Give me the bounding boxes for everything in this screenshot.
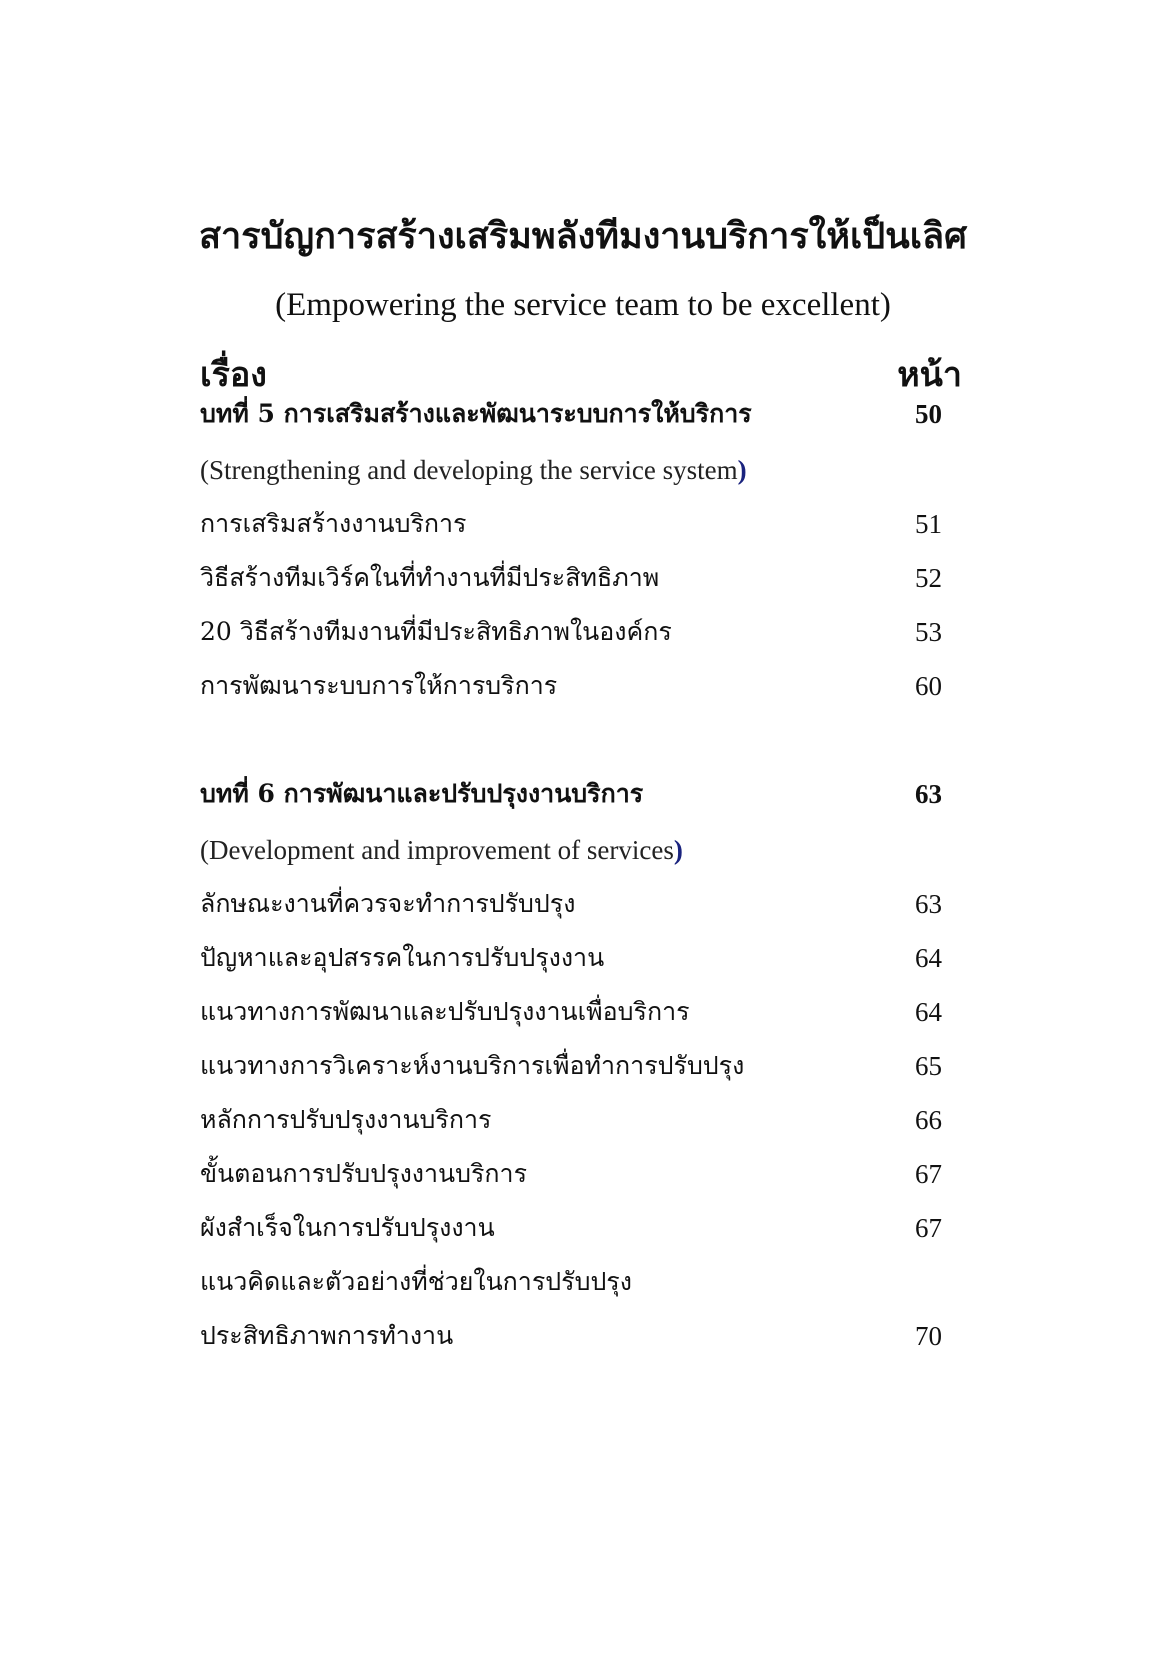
chapter-english-title: (Strengthening and developing the service system — [200, 455, 738, 485]
toc-item-label: การพัฒนาระบบการให้การบริการ — [200, 671, 558, 700]
toc-item — [200, 664, 942, 708]
chapter-page-number: 50 — [915, 399, 942, 429]
toc-chapter-5 — [200, 392, 942, 436]
page-subtitle: (Empowering the service team to be excellent) — [275, 287, 891, 323]
toc-item-page: 53 — [915, 617, 942, 647]
toc-item-label: ขั้นตอนการปรับปรุงงานบริการ — [200, 1159, 528, 1188]
toc-item — [200, 610, 942, 654]
toc-item-label: 20 วิธีสร้างทีมงานที่มีประสิทธิภาพในองค์กร — [200, 617, 672, 646]
toc-item-page: 70 — [915, 1321, 942, 1351]
chapter-heading: บทที่ 5 การเสริมสร้างและพัฒนาระบบการให้บริการ — [200, 399, 752, 428]
toc-item-label: ประสิทธิภาพการทำงาน — [200, 1321, 454, 1350]
chapter-english-title: (Development and improvement of services — [200, 835, 674, 865]
toc-item-label: การเสริมสร้างงานบริการ — [200, 509, 467, 538]
toc-item-label: วิธีสร้างทีมเวิร์คในที่ทำงานที่มีประสิทธิภาพ — [200, 563, 660, 592]
toc-item-page: 60 — [915, 671, 942, 701]
toc-item — [200, 882, 942, 926]
toc-chapter-5-english — [200, 448, 942, 492]
toc-item — [200, 502, 942, 546]
toc-item-page: 67 — [915, 1159, 942, 1189]
toc-item-label: หลักการปรับปรุงงานบริการ — [200, 1105, 492, 1134]
toc-item-label: ลักษณะงานที่ควรจะทำการปรับปรุง — [200, 889, 576, 918]
toc-item — [200, 1314, 942, 1358]
toc-item — [200, 1206, 942, 1250]
toc-item — [200, 936, 942, 980]
toc-item — [200, 1260, 942, 1304]
toc-item-label: ผังสำเร็จในการปรับปรุงงาน — [200, 1213, 495, 1242]
toc-item-page: 65 — [915, 1051, 942, 1081]
toc-chapter-6 — [200, 772, 942, 816]
toc-chapter-6-english — [200, 828, 942, 872]
toc-item-label: แนวคิดและตัวอย่างที่ช่วยในการปรับปรุง — [200, 1267, 632, 1296]
toc-header-page: หน้า — [897, 355, 962, 395]
toc-item-page: 52 — [915, 563, 942, 593]
toc-item-label: แนวทางการวิเคราะห์งานบริการเพื่อทำการปรับปรุง — [200, 1051, 745, 1080]
toc-item-label: แนวทางการพัฒนาและปรับปรุงงานเพื่อบริการ — [200, 997, 690, 1026]
chapter-heading: บทที่ 6 การพัฒนาและปรับปรุงงานบริการ — [200, 779, 644, 808]
toc-item-page: 64 — [915, 943, 942, 973]
closing-paren: ) — [673, 835, 683, 865]
toc-header-topic: เรื่อง — [200, 355, 267, 395]
closing-paren: ) — [737, 455, 747, 485]
chapter-page-number: 63 — [915, 779, 942, 809]
toc-item-page: 64 — [915, 997, 942, 1027]
toc-item — [200, 1098, 942, 1142]
toc-item — [200, 556, 942, 600]
toc-item — [200, 1044, 942, 1088]
toc-item-page: 67 — [915, 1213, 942, 1243]
toc-item — [200, 990, 942, 1034]
toc-item-page: 51 — [915, 509, 942, 539]
toc-item — [200, 1152, 942, 1196]
toc-item-label: ปัญหาและอุปสรรคในการปรับปรุงงาน — [200, 943, 605, 972]
toc-item-page: 63 — [915, 889, 942, 919]
page-title: สารบัญการสร้างเสริมพลังทีมงานบริการให้เป็นเลิศ — [199, 215, 967, 257]
toc-item-page: 66 — [915, 1105, 942, 1135]
